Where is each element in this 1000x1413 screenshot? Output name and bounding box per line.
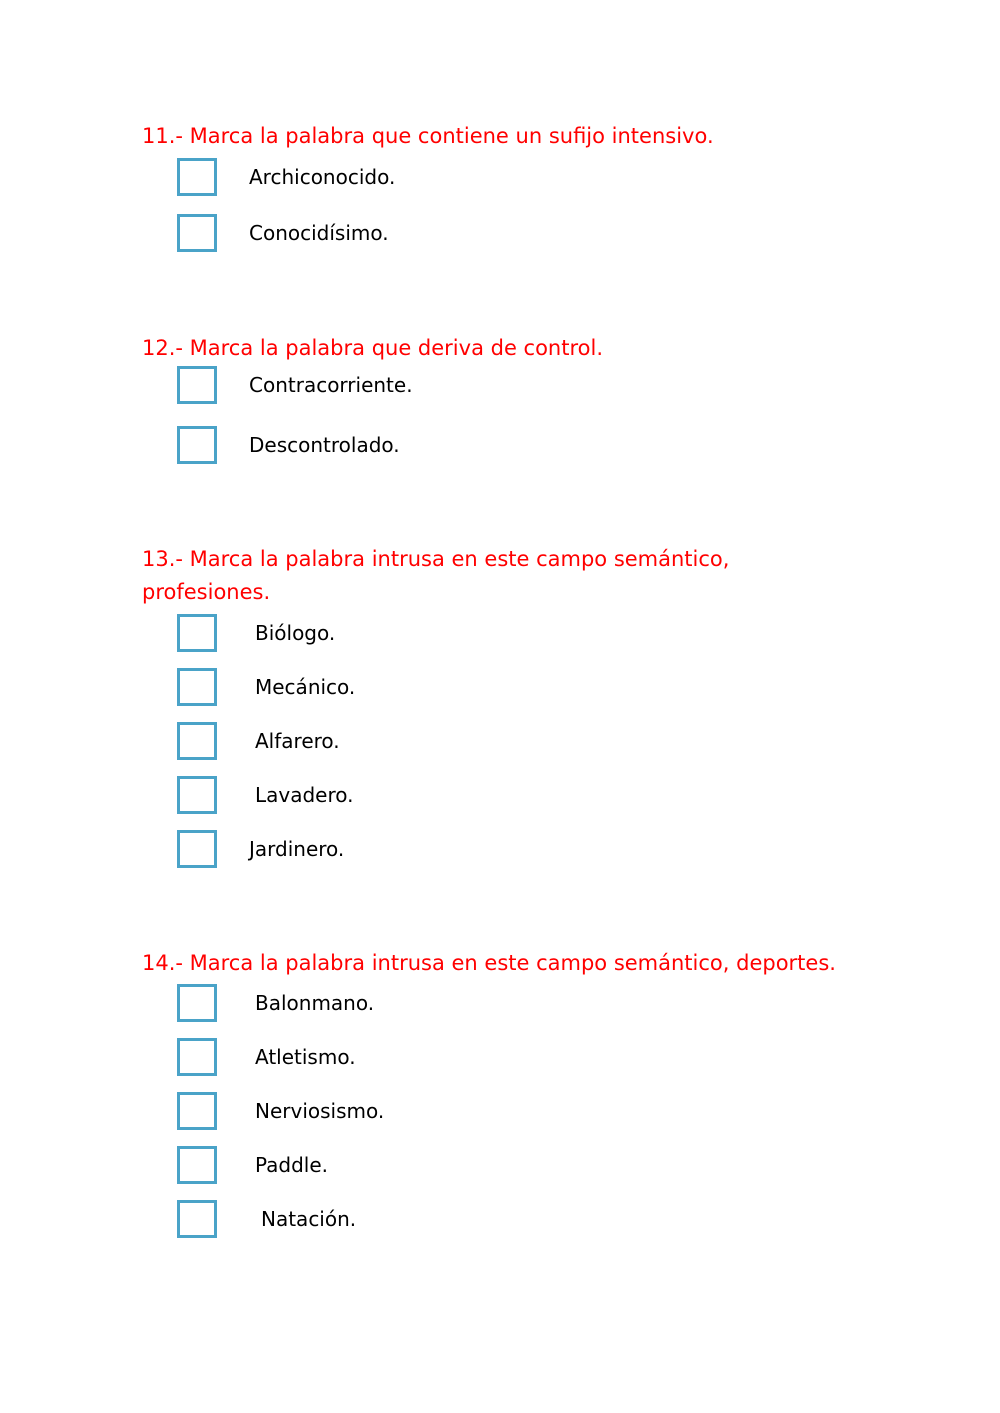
checkbox[interactable]	[177, 1200, 217, 1238]
option-lavadero[interactable]	[177, 774, 354, 816]
option-label: Nerviosismo.	[255, 1099, 385, 1123]
checkbox[interactable]	[177, 984, 217, 1022]
option-descontrolado[interactable]	[177, 424, 400, 466]
option-contracorriente[interactable]	[177, 364, 413, 406]
option-biologo[interactable]	[177, 612, 335, 654]
checkbox[interactable]	[177, 1038, 217, 1076]
checkbox[interactable]	[177, 214, 217, 252]
checkbox[interactable]	[177, 722, 217, 760]
option-conocidisimo[interactable]	[177, 212, 389, 254]
option-archiconocido[interactable]	[177, 156, 395, 198]
checkbox[interactable]	[177, 366, 217, 404]
option-atletismo[interactable]	[177, 1036, 356, 1078]
option-label: Atletismo.	[255, 1045, 356, 1069]
option-label: Lavadero.	[255, 783, 354, 807]
option-label: Balonmano.	[255, 991, 375, 1015]
checkbox[interactable]	[177, 668, 217, 706]
option-mecanico[interactable]	[177, 666, 355, 708]
option-natacion[interactable]	[177, 1198, 356, 1240]
checkbox[interactable]	[177, 614, 217, 652]
option-label: Contracorriente.	[249, 373, 413, 397]
option-label: Archiconocido.	[249, 165, 396, 189]
option-label: Biólogo.	[255, 621, 336, 645]
option-label: Jardinero.	[249, 837, 345, 861]
checkbox[interactable]	[177, 776, 217, 814]
option-label: Conocidísimo.	[249, 221, 389, 245]
question-11-prompt: 11.- Marca la palabra que contiene un sufijo intensivo.	[142, 124, 714, 148]
checkbox[interactable]	[177, 1146, 217, 1184]
checkbox[interactable]	[177, 1092, 217, 1130]
checkbox[interactable]	[177, 830, 217, 868]
option-alfarero[interactable]	[177, 720, 340, 762]
option-label: Mecánico.	[255, 675, 356, 699]
question-14-prompt: 14.- Marca la palabra intrusa en este campo semántico, deportes.	[142, 951, 836, 975]
option-paddle[interactable]	[177, 1144, 328, 1186]
option-label: Descontrolado.	[249, 433, 400, 457]
option-label: Natación.	[261, 1207, 357, 1231]
option-jardinero[interactable]	[177, 828, 344, 870]
question-12-prompt: 12.- Marca la palabra que deriva de control.	[142, 336, 604, 360]
checkbox[interactable]	[177, 426, 217, 464]
option-balonmano[interactable]	[177, 982, 374, 1024]
question-13-prompt: 13.- Marca la palabra intrusa en este campo semántico, profesiones.	[142, 547, 730, 604]
option-nerviosismo[interactable]	[177, 1090, 384, 1132]
option-label: Alfarero.	[255, 729, 340, 753]
option-label: Paddle.	[255, 1153, 329, 1177]
checkbox[interactable]	[177, 158, 217, 196]
